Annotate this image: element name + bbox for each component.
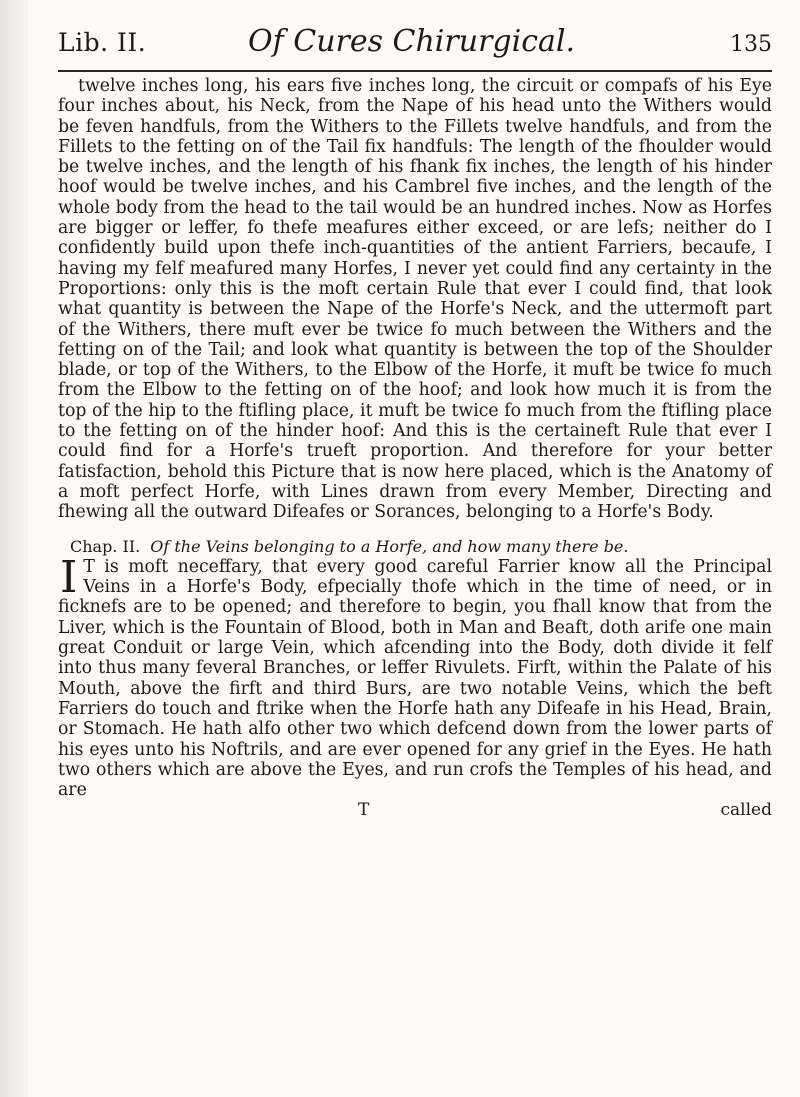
page-body xyxy=(58,76,772,820)
page-number: 135 xyxy=(730,32,772,57)
book-marker: Lib. II. xyxy=(58,28,147,57)
catchword: called xyxy=(720,800,772,821)
signature-mark: T xyxy=(358,800,370,821)
page-footer xyxy=(58,800,772,820)
header-rule xyxy=(58,70,772,72)
paragraph-veins-text: T is moft neceffary, that every good careful Farrier know all the Principal Veins in a Horfe's Body, efpecially thofe which in the time of need, or in ficknefs are to be opened; and therefore to begin, you fhall know that from the Liver, which is the Fountain of Blood, both in Man and Beaft, doth arife one main great Conduit or large Vein, which afcending into the Body, doth divide it felf into thus many feveral Branches, or leffer Rivulets. Firft, within the Palate of his Mouth, above the firft and third Burs, are two notable Veins, which the beft Farriers do touch and ftrike when the Horfe hath any Difeafe in his Head, Brain, or Stomach. He hath alfo other two which defcend down from the lower parts of his eyes unto his Noftrils, and are ever opened for any grief in the Eyes. He hath two others which are above the Eyes, and run crofs the Temples of his head, and are xyxy=(58,556,772,801)
paragraph-proportions: twelve inches long, his ears five inches long, the circuit or compafs of his Eye four inches about, his Neck, from the Nape of his head unto the Withers would be feven handfuls, from the Withers to the Fillets twelve handfuls, and from the Fillets to the fetting on of the Tail fix handfuls: The length of the fhoulder would be twelve inches, and the length of his fhank fix inches, the length of his hinder hoof would be twelve inches, and his Cambrel five inches, and the length of the whole body from the head to the tail would be an hundred inches. Now as Horfes are bigger or leffer, fo thefe meafures either exceed, or are lefs; neither do I confidently build upon thefe inch-quantities of the antient Farriers, becaufe, I having my felf meafured many Horfes, I never yet could find any certainty in the Proportions: only this is the moft certain Rule that ever I could find, that look what quantity is between the Nape of the Horfe's Neck, and the uttermoft part of the Withers, there muft ever be twice fo much between the Withers and the fetting on of the Tail; and look what quantity is between the top of the Shoulder blade, or top of the Withers, to the Elbow of the Horfe, it muft be twice fo much from the Elbow to the fetting on of the hoof; and look how much it is from the top of the hip to the ftifling place, it muft be twice fo much from the ftifling place to the fetting on of the hinder hoof: And this is the certaineft Rule that ever I could find for a Horfe's trueft proportion. And therefore for your better fatisfaction, behold this Picture that is now here placed, which is the Anatomy of a moft perfect Horfe, with Lines drawn from every Member, Directing and fhewing all the outward Difeafes or Sorances, belonging to a Horfe's Body. xyxy=(58,76,772,523)
page-header xyxy=(58,18,772,68)
running-title: Of Cures Chirurgical. xyxy=(248,24,576,59)
paragraph-veins xyxy=(58,551,772,801)
chapter-label: Chap. II. xyxy=(70,536,141,556)
chapter-heading xyxy=(58,537,772,557)
chapter-title: Of the Veins belonging to a Horfe, and how many there be. xyxy=(150,536,629,556)
drop-cap: I xyxy=(60,551,78,603)
binding-gutter xyxy=(0,0,28,1097)
